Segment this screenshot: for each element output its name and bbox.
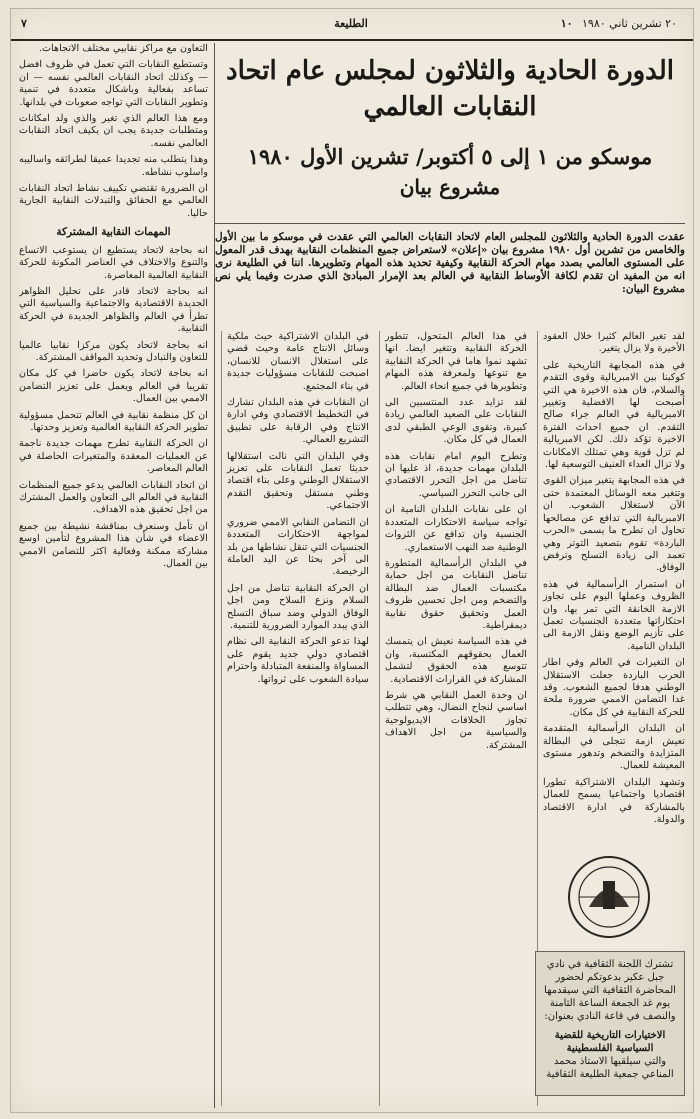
continued-column xyxy=(19,43,215,1108)
page-header xyxy=(11,9,693,41)
date-text: ٢٠ تشرين ثاني ١٩٨٠ xyxy=(582,17,677,30)
paragraph: التعاون مع مراكز نقابيي مختلف الاتجاهات. xyxy=(38,43,208,54)
page-number-right: ١٠ xyxy=(560,17,573,30)
article-columns xyxy=(215,331,685,1106)
paragraph: في هذه المجابهة يتغير ميزان القوى وتتغير معه الوسائل المعتمدة حتى الآن لاستغلال الشعوب. ان الامبريالية التي تدافع عن مصالحها تحاول ان تطرح ما يسمى «الحرب الباردة» تقوم بتصعيد التوتر وهي تعمد الى زيادة التسلح وترفض الوفاق. xyxy=(543,475,685,574)
newspaper-page xyxy=(10,8,694,1113)
announcement-box xyxy=(535,851,685,1101)
paragraph: لهذا تدعو الحركة النقابية الى نظام اقتصادي دولي جديد يقوم على المساواة والمنفعة المتبادلة واحترام سيادة الشعوب على ثرواتها. xyxy=(227,636,369,685)
article-column-3 xyxy=(221,331,369,1106)
paragraph: انه بحاجة لاتحاد يكون مركزا نقابيا عالميا للتعاون والتبادل وتحديد المواقف المشتركة. xyxy=(19,339,208,363)
paragraph: ان تأمل وسنعرف بمناقشة نشيطة بين جميع الاعضاء في شأن هذا المشروع لتأمين اوسع مشاركة ممكنة وفعالية اكثر للتضامن الاممي بين العمال. xyxy=(19,520,208,570)
paragraph: في البلدان الرأسمالية المتطورة تناضل النقابات من اجل حماية مكتسبات العمال ضد البطالة والتضخم ومن اجل تحسين ظروف العمل وتحقيق حقوق نقابية ديمقراطية. xyxy=(385,557,527,631)
paragraph: ان وحدة العمل النقابي هي شرط اساسي لنجاح النضال، وهي تتطلب تجاوز الخلافات الايديولوجية والسياسية من اجل الاهداف المشتركة. xyxy=(385,689,527,751)
announcement-speaker: والتي سيلقيها الاستاذ محمد المناعي جمعية الطليعة الثقافية xyxy=(546,1056,674,1080)
section-name: الطليعة xyxy=(334,17,368,30)
paragraph: لقد تزايد عدد المنتسبين الى النقابات على الصعيد العالمي زيادة كبيرة، وتقوى الوعي الطبقي لدى العمال في كل مكان. xyxy=(385,397,527,446)
paragraph: لقد تغير العالم كثيرا خلال العقود الأخيرة ولا يزال يتغير. xyxy=(543,331,685,355)
article-place-date: موسكو من ١ إلى ٥ أكتوبر/ تشرين الأول ١٩٨٠ xyxy=(247,144,653,169)
article-draft-label: مشروع بيان xyxy=(399,175,501,199)
paragraph: انه بحاجة لاتحاد يكون حاضرا في كل مكان تقريبا في العالم ويعمل على تعزيز التضامن الاممي بين العمال. xyxy=(19,368,208,405)
paragraph: ان البلدان الرأسمالية المتقدمة تعيش ازمة تتجلى في البطالة المتزايدة والتضخم وتدهور مستوى المعيشة للعمال. xyxy=(543,723,685,772)
paragraph: في هذا العالم المتحول، تتطور الحركة النقابية وتتغير ايضا. انها تشهد نموا هاما في الحركة النقابية مع تنوعها ولمعرفة هذه المهام وتطويرها في جميع انحاء العالم. xyxy=(385,331,527,392)
paragraph: ان اتحاد النقابات العالمي يدعو جميع المنظمات النقابية في العالم الى التعاون والعمل المشترك من اجل تحقيق هذه الاهداف. xyxy=(19,479,208,516)
paragraph: وهذا يتطلب منه تجديدا عميقا لطرائقه واساليبه واسلوب نشاطه. xyxy=(19,154,208,178)
paragraph: ان الحركة النقابية تطرح مهمات جديدة ناجمة عن العمليات المعقدة والمتغيرات الحاصلة في العالم المعاصر. xyxy=(19,438,208,475)
paragraph: وتشهد البلدان الاشتراكية تطورا اقتصاديا واجتماعيا يسمح للعمال بالمشاركة في ادارة الاقتصاد والدولة. xyxy=(543,776,685,826)
paragraph: انه بحاجة لاتحاد يستطيع ان يستوعب الاتساع والتنوع والاختلاف في العناصر المكونة للحركة النقابية العالمية المعاصرة. xyxy=(19,244,208,281)
subheading: المهمات النقابية المشتركة xyxy=(56,226,171,239)
issue-date xyxy=(561,17,677,30)
main-article xyxy=(215,43,685,1108)
paragraph: ومع هذا العالم الذي تغير والذي ولد امكانات ومتطلبات جديدة يجب ان يكيف اتحاد النقابات العالمي نفسه. xyxy=(19,113,208,149)
article-column-2 xyxy=(379,331,527,1106)
paragraph: ان استمرار الرأسمالية في هذه الظروف وعملها اليوم على تجاوز الازمة الخانقة التي تمر بها، وان احتكاراتها متعددة الجنسيات تعمل على تأزيم الوضع ونقل الازمة الى البلدان النامية. xyxy=(543,578,685,652)
paragraph: ان التضامن النقابي الاممي ضروري لمواجهة الاحتكارات المتعددة الجنسيات التي تنقل نشاطها من بلد الى آخر بحثا عن اليد العاملة الرخيصة. xyxy=(227,516,369,578)
paragraph: وتستطيع النقابات التي تعمل في ظروف افضل — وكذلك اتحاد النقابات العالمي نفسه — ان تساعد بفعالية وباشكال متعددة في تنمية وتطوير النقابات التي تواجه صعوبات في بلدانها. xyxy=(19,59,208,108)
paragraph: ان الحركة النقابية تناضل من اجل السلام ونزع السلاح ومن اجل الوفاق الدولي وضد سباق التسلح الذي يبدد الموارد الضرورية للتنمية. xyxy=(227,582,369,631)
paragraph: ان التغيرات في العالم وفي اطار الحرب الباردة جعلت الاستقلال الوطني هدفا لجميع الشعوب. وقد غدا التضامن الاممي ضرورة ملحة للحركة النقابية في كل مكان. xyxy=(543,657,685,718)
paragraph: وفي البلدان التي نالت استقلالها حديثا تعمل النقابات على تعزيز الاستقلال الوطني وعلى بناء اقتصاد وطني مستقل وتحقيق التقدم الاجتماعي. xyxy=(227,450,369,512)
paragraph: في البلدان الاشتراكية حيث ملكية وسائل الانتاج عامة وحيث قضي على استغلال الانسان للانسان، اصبحت للنقابات مسؤوليات جديدة في بناء المجتمع. xyxy=(227,331,369,392)
paragraph: ان على نقابات البلدان النامية ان تواجه سياسة الاحتكارات المتعددة الجنسية وان تدافع عن الثروات الوطنية ضد النهب الاستعماري. xyxy=(385,504,527,553)
paragraph: في هذه المجابهة التاريخية على كوكبنا بين الامبريالية وقوى التقدم والسلام، فان هذه الاخيرة هي التي أصبحت لها الافضلية وتغيير الامبريالية في العالم جراء صالح التقدم. ان جميع احداث الفترة الاخيرة تؤكد ذلك. لكن الامبريالية لم تزل قوية وهي تمتلك الامكانات ولا تزال العداء العنيف التوسعية لها. xyxy=(543,359,685,471)
paragraph: في هذه السياسة نعيش ان يتمسك العمال بحقوقهم المكتسبة، وان تتوسع هذه الحقوق لتشمل المشاركة في القرارات الاقتصادية. xyxy=(385,636,527,685)
paragraph: وتطرح اليوم امام نقابات هذه البلدان مهمات جديدة، اذ عليها ان تناضل من اجل التحرر الاقتصادي الى جانب التحرر السياسي. xyxy=(385,450,527,499)
page-number-left: ٧ xyxy=(21,17,27,30)
announcement-text: تشترك اللجنة الثقافية في نادي جبل عكير بدعوتكم لحضور المحاضرة الثقافية التي سيقدمها يوم غد الجمعة الساعة الثامنة والنصف في قاعة النادي بعنوان: xyxy=(544,959,676,1022)
paragraph: ان النقابات في هذه البلدان تشارك في التخطيط الاقتصادي وفي ادارة الانتاج وفي الرقابة على تطبيق التشريع العمالي. xyxy=(227,397,369,446)
announcement-title: الاختيارات التاريخية للقضية السياسية الفلسطينية xyxy=(554,1030,666,1054)
article-headline: الدورة الحادية والثلاثون لمجلس عام اتحاد النقابات العالمي xyxy=(226,56,674,122)
announcement-caption xyxy=(535,951,685,1096)
emblem-icon xyxy=(559,851,659,943)
paragraph: ان كل منظمة نقابية في العالم تتحمل مسؤولية تطوير الحركة النقابية العالمية وتعزيز وحدتها. xyxy=(19,409,208,433)
article-intro: عقدت الدورة الحادية والثلاثون للمجلس العام لاتحاد النقابات العالمي التي عقدت في موسكو ما بين الأول والخامس من تشرين أول ١٩٨٠ مشروع بيان «إعلان» لاستعراض جميع المنظمات النقابية بهدف قدر المعول على المستوى العالمي بصدد مهام الحركة النقابية وكيفية تحديد هذه المهام وتطويرها. اننا في الطليعة نرى انه من المفيد ان تقدم لكافة الأوساط النقابية في العالم بعد الإمرار المبادئ الذي صدرت وفيما يلي نص مشروع البيان: xyxy=(215,231,685,295)
paragraph: ان الضرورة تقتضي تكييف نشاط اتحاد النقابات العالمي مع الحقائق والتبدلات النقابية الجارية حاليا. xyxy=(19,183,208,219)
headline-block xyxy=(215,43,685,224)
paragraph: انه بحاجة لاتحاد قادر على تحليل الظواهر الجديدة الاقتصادية والاجتماعية والسياسية التي تطرأ في العالم والظواهر الجديدة في الحركة النقابية. xyxy=(19,285,208,335)
